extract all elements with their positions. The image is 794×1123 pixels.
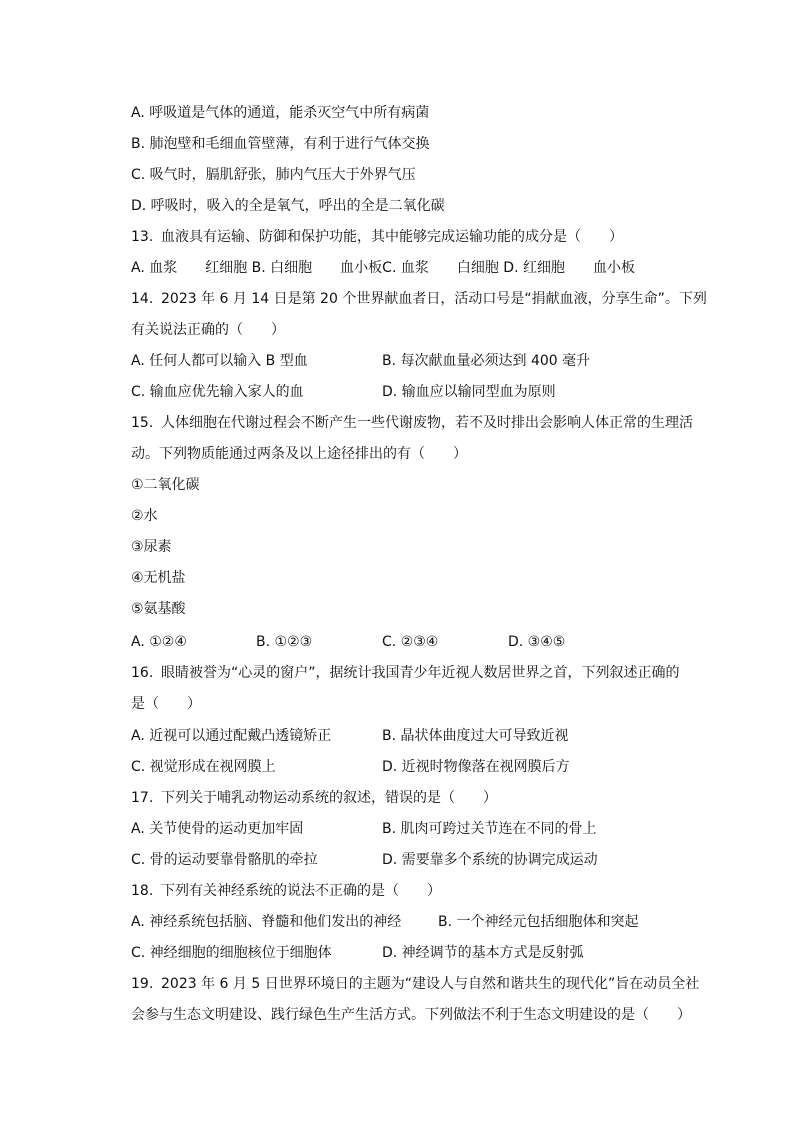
q16-stem-line-2: 是（ ） [131,696,201,712]
q15-item-5: ⑤氨基酸 [131,601,186,617]
q14-option-b: B. 每次献血量必须达到 400 毫升 [382,353,591,369]
q17-option-a: A. 关节使骨的运动更加牢固 [131,821,304,837]
q18-option-c: C. 神经细胞的细胞核位于细胞体 [131,945,332,961]
q15-stem-line-2: 动。下列物质能通过两条及以上途径排出的有（ ） [131,446,467,462]
q15-item-3: ③尿素 [131,539,172,555]
q16-stem-line-1 [131,663,680,683]
q16-option-a: A. 近视可以通过配戴凸透镜矫正 [131,728,332,744]
q17-stem-line [131,788,497,808]
q18-stem: 下列有关神经系统的说法不正确的是（ ） [161,883,441,899]
q19-stem-line-2: 会参与生态文明建设、践行绿色生产生活方式。下列做法不利于生态文明建设的是（ ） [131,1007,691,1023]
q15-option-c: C. ②③④ [382,634,439,650]
q15-option-b: B. ①②③ [256,634,313,650]
q18-option-a: A. 神经系统包括脑、脊髓和他们发出的神经 [131,914,402,930]
q16-option-b: B. 晶状体曲度过大可导致近视 [382,728,569,744]
q14-option-c: C. 输血应优先输入家人的血 [131,384,304,400]
q12-option-c: C. 吸气时，膈肌舒张，肺内气压大于外界气压 [131,167,416,183]
q14-stem-line-1 [131,289,707,309]
q18-number: 18. [131,883,154,899]
q14-number: 14. [131,291,154,307]
q18-option-d: D. 神经调节的基本方式是反射弧 [382,945,584,961]
q15-item-4: ④无机盐 [131,570,186,586]
q15-option-d: D. ③④⑤ [508,634,566,650]
q17-number: 17. [131,790,154,806]
q12-option-d: D. 呼吸时，吸入的全是氧气，呼出的全是二氧化碳 [131,198,445,214]
q15-stem-1: 人体细胞在代谢过程会不断产生一些代谢废物，若不及时排出会影响人体正常的生理活 [161,415,693,431]
q14-option-d: D. 输血应以输同型血为原则 [382,384,556,400]
q15-item-2: ②水 [131,508,158,524]
q15-item-1: ①二氧化碳 [131,477,200,493]
q19-number: 19. [131,976,154,992]
q17-stem: 下列关于哺乳动物运动系统的叙述，错误的是（ ） [161,790,497,806]
q15-option-a: A. ①②④ [131,634,187,650]
q17-option-d: D. 需要靠多个系统的协调完成运动 [382,852,598,868]
q15-stem-line-1 [131,413,693,433]
q14-stem-line-2: 有关说法正确的（ ） [131,322,285,338]
q16-stem-1: 眼睛被誉为“心灵的窗户”，据统计我国青少年近视人数居世界之首，下列叙述正确的 [161,665,680,681]
q19-stem-line-1 [131,974,699,994]
q16-option-c: C. 视觉形成在视网膜上 [131,759,276,775]
q16-number: 16. [131,665,154,681]
q15-number: 15. [131,415,154,431]
q17-option-b: B. 肌肉可跨过关节连在不同的骨上 [382,821,597,837]
q18-option-b: B. 一个神经元包括细胞体和突起 [438,914,639,930]
q17-option-c: C. 骨的运动要靠骨骼肌的牵拉 [131,852,318,868]
q14-option-a: A. 任何人都可以输入 B 型血 [131,353,308,369]
q13-number: 13. [131,229,154,245]
q12-option-b: B. 肺泡壁和毛细血管壁薄，有利于进行气体交换 [131,136,430,152]
q19-stem-1: 2023 年 6 月 5 日世界环境日的主题为“建设人与自然和谐共生的现代化”旨在动员全社 [161,976,700,992]
q13-stem-line [131,227,623,247]
q14-stem-1: 2023 年 6 月 14 日是第 20 个世界献血者日，活动口号是“捐献血液，分享生命”。下列 [161,291,707,307]
q13-options: A. 血浆 红细胞 B. 白细胞 血小板C. 血浆 白细胞 D. 红细胞 血小板 [131,260,635,276]
q13-stem: 血液具有运输、防御和保护功能，其中能够完成运输功能的成分是（ ） [161,229,623,245]
q16-option-d: D. 近视时物像落在视网膜后方 [382,759,570,775]
q18-stem-line [131,881,441,901]
q12-option-a: A. 呼吸道是气体的通道，能杀灭空气中所有病菌 [131,105,430,121]
